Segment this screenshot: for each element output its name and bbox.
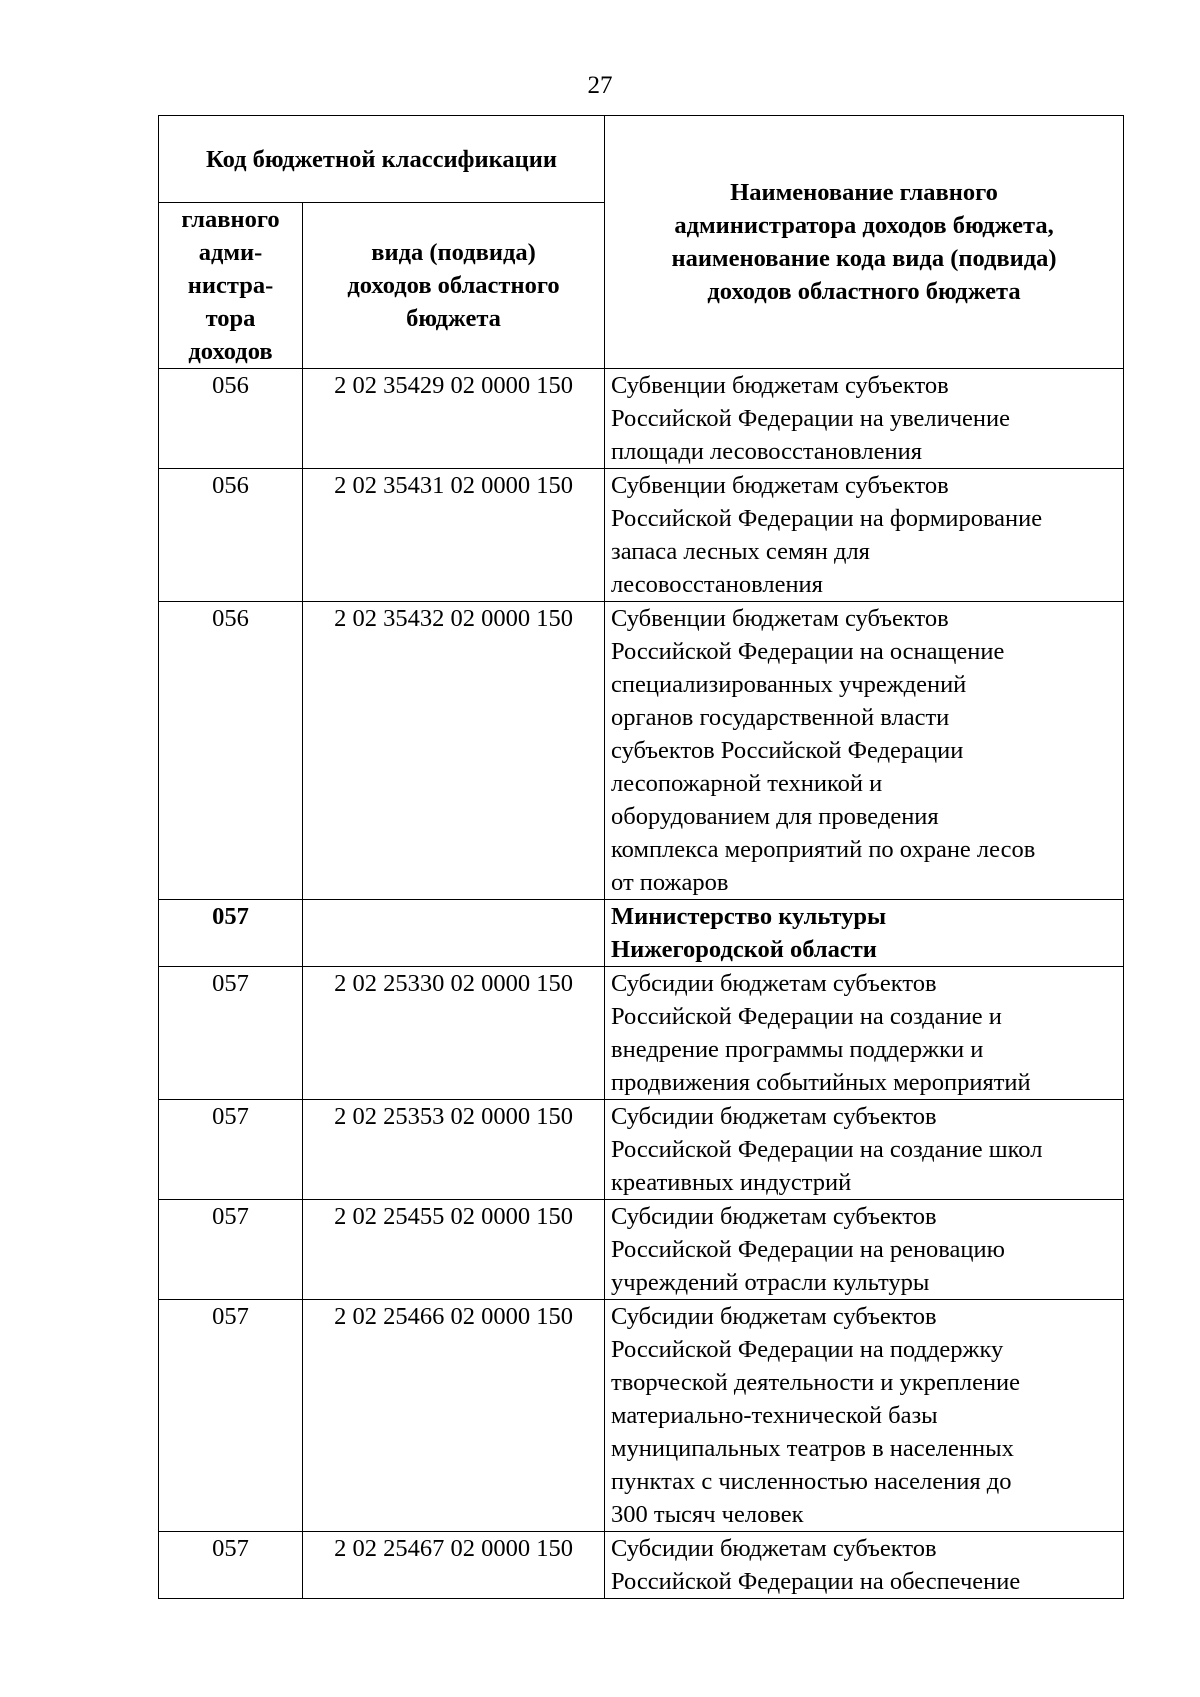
kind-header-line: бюджета: [406, 305, 501, 332]
income-name-line: комплекса мероприятий по охране лесов: [611, 836, 1036, 863]
income-name-line: Министерство культуры: [611, 903, 887, 930]
income-code-cell: 2 02 25330 02 0000 150: [303, 967, 605, 1100]
admin-header-line: тора: [205, 305, 256, 332]
table-row: [159, 1532, 1124, 1599]
income-name-line: Российской Федерации на создание и: [611, 1003, 1002, 1030]
admin-header-line: доходов: [188, 338, 273, 365]
income-name-line: творческой деятельности и укрепление: [611, 1369, 1021, 1396]
income-name-line: Субсидии бюджетам субъектов: [611, 970, 937, 997]
admin-column-header: [159, 203, 303, 369]
admin-header-line: главного: [181, 206, 280, 233]
income-name-line: 300 тысяч человек: [611, 1501, 804, 1528]
income-name-cell: [605, 1200, 1124, 1300]
income-code-cell: 2 02 25467 02 0000 150: [303, 1532, 605, 1599]
income-name-line: субъектов Российской Федерации: [611, 737, 964, 764]
income-name-line: муниципальных театров в населенных: [611, 1435, 1014, 1462]
table-row: [159, 369, 1124, 469]
income-code-cell: 2 02 25466 02 0000 150: [303, 1300, 605, 1532]
table-row: [159, 469, 1124, 602]
admin-code-cell: 057: [159, 1200, 303, 1300]
table-body: [159, 369, 1124, 1599]
income-name-line: лесопожарной техникой и: [611, 770, 883, 797]
income-name-line: Российской Федерации на обеспечение: [611, 1568, 1021, 1595]
income-name-line: оборудованием для проведения: [611, 803, 939, 830]
income-name-cell: [605, 602, 1124, 900]
income-name-cell: [605, 967, 1124, 1100]
income-name-line: внедрение программы поддержки и: [611, 1036, 984, 1063]
table-row: [159, 967, 1124, 1100]
table-row: [159, 1100, 1124, 1200]
income-code-cell: 2 02 35432 02 0000 150: [303, 602, 605, 900]
admin-code-cell: 057: [159, 967, 303, 1100]
income-name-cell: [605, 900, 1124, 967]
income-name-line: Субвенции бюджетам субъектов: [611, 372, 949, 399]
income-name-line: Субвенции бюджетам субъектов: [611, 605, 949, 632]
income-name-line: материально-технической базы: [611, 1402, 938, 1429]
income-name-cell: [605, 469, 1124, 602]
income-code-cell: 2 02 25353 02 0000 150: [303, 1100, 605, 1200]
income-name-line: Субсидии бюджетам субъектов: [611, 1535, 937, 1562]
page-number: 27: [587, 72, 613, 99]
kbk-title-header: Код бюджетной классификации: [159, 116, 605, 203]
income-name-cell: [605, 369, 1124, 469]
income-name-line: учреждений отрасли культуры: [611, 1269, 930, 1296]
income-code-cell: [303, 900, 605, 967]
income-name-line: органов государственной власти: [611, 704, 950, 731]
income-name-cell: [605, 1100, 1124, 1200]
income-name-line: Российской Федерации на создание школ: [611, 1136, 1043, 1163]
admin-code-cell: 057: [159, 1300, 303, 1532]
name-header-line: администратора доходов бюджета,: [674, 212, 1054, 239]
income-name-line: Российской Федерации на оснащение: [611, 638, 1005, 665]
admin-header-line: адми-: [198, 239, 263, 266]
income-code-cell: 2 02 35431 02 0000 150: [303, 469, 605, 602]
income-name-line: продвижения событийных мероприятий: [611, 1069, 1031, 1096]
income-name-line: креативных индустрий: [611, 1169, 852, 1196]
income-name-line: Субвенции бюджетам субъектов: [611, 472, 949, 499]
admin-header-line: нистра-: [187, 272, 274, 299]
table-row: [159, 900, 1124, 967]
budget-classification-table: [158, 115, 1124, 1599]
income-name-line: запаса лесных семян для: [611, 538, 870, 565]
income-name-line: Субсидии бюджетам субъектов: [611, 1303, 937, 1330]
kind-header-line: доходов областного: [347, 272, 560, 299]
admin-code-cell: 056: [159, 369, 303, 469]
admin-code-cell: 057: [159, 900, 303, 967]
table-header: [159, 116, 1124, 369]
income-name-cell: [605, 1300, 1124, 1532]
income-name-cell: [605, 1532, 1124, 1599]
table-row: [159, 1200, 1124, 1300]
name-header-line: Наименование главного: [730, 179, 998, 206]
admin-code-cell: 056: [159, 602, 303, 900]
table-row: [159, 1300, 1124, 1532]
income-name-line: от пожаров: [611, 869, 729, 896]
name-header-line: наименование кода вида (подвида): [671, 245, 1057, 272]
income-name-line: Российской Федерации на формирование: [611, 505, 1043, 532]
kind-column-header: [303, 203, 605, 369]
income-name-line: пунктах с численностью населения до: [611, 1468, 1012, 1495]
income-name-line: Нижегородской области: [611, 936, 877, 963]
admin-code-cell: 057: [159, 1532, 303, 1599]
income-name-line: Субсидии бюджетам субъектов: [611, 1203, 937, 1230]
kind-header-line: вида (подвида): [371, 239, 536, 266]
income-name-line: Российской Федерации на увеличение: [611, 405, 1011, 432]
table-row: [159, 602, 1124, 900]
admin-code-cell: 056: [159, 469, 303, 602]
income-code-cell: 2 02 35429 02 0000 150: [303, 369, 605, 469]
income-name-line: Российской Федерации на реновацию: [611, 1236, 1005, 1263]
income-name-line: специализированных учреждений: [611, 671, 967, 698]
income-name-line: площади лесовосстановления: [611, 438, 922, 465]
income-code-cell: 2 02 25455 02 0000 150: [303, 1200, 605, 1300]
income-name-line: лесовосстановления: [611, 571, 823, 598]
name-column-header: [605, 116, 1124, 369]
admin-code-cell: 057: [159, 1100, 303, 1200]
income-name-line: Российской Федерации на поддержку: [611, 1336, 1004, 1363]
income-name-line: Субсидии бюджетам субъектов: [611, 1103, 937, 1130]
name-header-line: доходов областного бюджета: [707, 278, 1021, 305]
